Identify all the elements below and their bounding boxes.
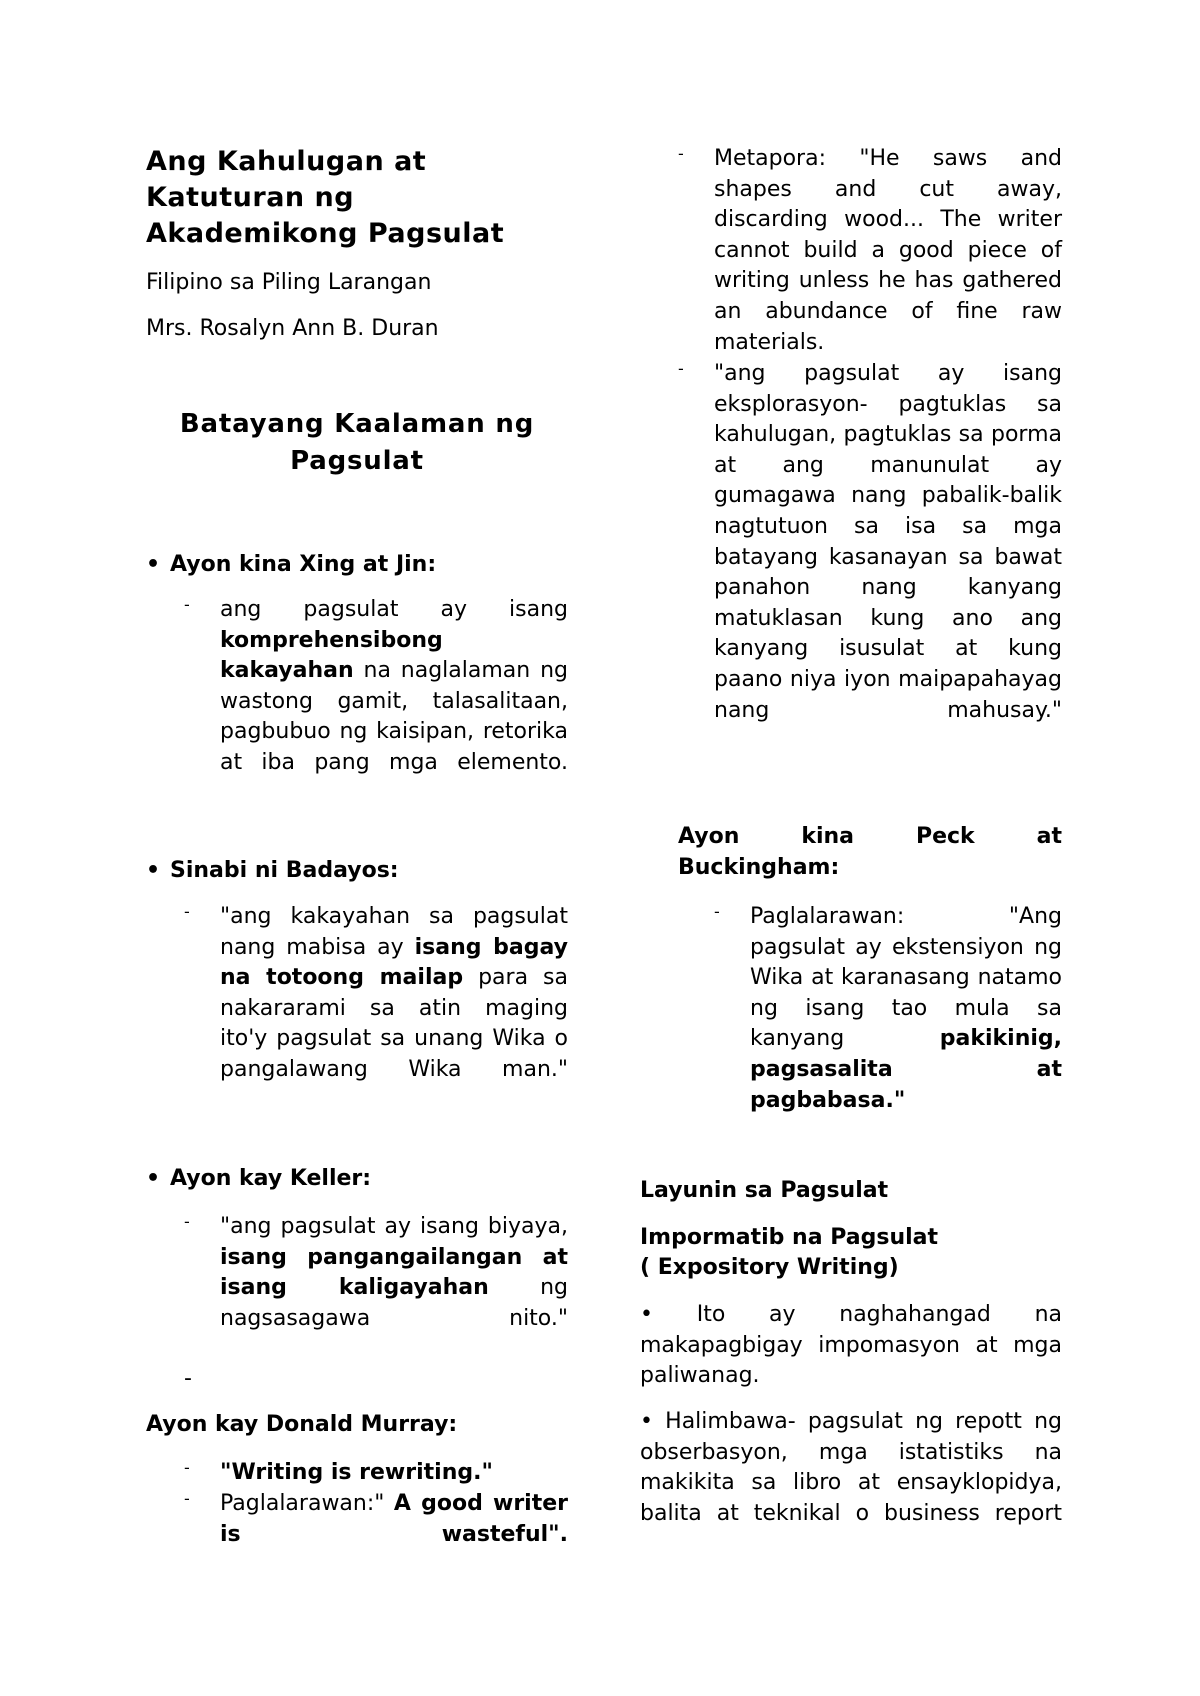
empty-dash: - bbox=[184, 1366, 192, 1391]
murray-item-2 bbox=[184, 1489, 568, 1581]
dash-icon: - bbox=[184, 595, 190, 614]
eksplorasyon-text: "ang pagsulat ay isang eksplorasyon- pagtuklas sa kahulugan, pagtuklas sa porma at ang manunulat ay gumagawa nang pabalik-balik nagtutuon sa isa sa mga batayang kasanayan sa bawat panahon nang kanyang matuklasan kung ano ang kanyang isusulat at kung paano niya iyon maipapahayag nang mahusay." bbox=[714, 361, 1062, 723]
keller-heading bbox=[146, 1164, 568, 1194]
xing-jin-item bbox=[184, 595, 568, 809]
layunin-heading: Layunin sa Pagsulat bbox=[640, 1178, 889, 1203]
subject-line: Filipino sa Piling Larangan bbox=[146, 270, 432, 295]
subheading-line: ( Expository Writing) bbox=[640, 1255, 899, 1280]
heading-text: Ayon kay Keller: bbox=[170, 1166, 372, 1191]
title-line: Akademikong Pagsulat bbox=[146, 218, 505, 249]
dash-icon: - bbox=[678, 144, 684, 163]
text-run: "ang pagsulat ay isang biyaya, bbox=[220, 1214, 568, 1239]
text-run: Paglalarawan: "Ang pagsulat ay ekstensiyon ng Wika at karanasang natamo ng isang tao mula sa kanyang bbox=[750, 904, 1062, 1052]
dash-icon: - bbox=[184, 902, 190, 921]
dash-icon: - bbox=[184, 1212, 190, 1231]
text-run: ang pagsulat ay isang bbox=[220, 597, 568, 622]
badayos-heading bbox=[146, 856, 568, 886]
title-line: Ang Kahulugan at bbox=[146, 146, 427, 177]
metapora-item bbox=[678, 144, 1062, 389]
bold-run: isang pangangailangan at isang kaligayahan bbox=[220, 1244, 568, 1301]
peck-heading: Ayon kina Peck at Buckingham: bbox=[678, 824, 1062, 880]
bullet-icon: • bbox=[146, 552, 161, 577]
dash-icon: - bbox=[184, 1458, 190, 1477]
dash-icon: - bbox=[714, 902, 720, 921]
peck-text bbox=[750, 902, 1062, 1147]
murray-description bbox=[220, 1489, 568, 1581]
document-title bbox=[146, 144, 568, 252]
heading-text: Sinabi ni Badayos: bbox=[170, 858, 399, 883]
keller-text bbox=[220, 1212, 568, 1365]
section-title-line: Pagsulat bbox=[290, 446, 424, 476]
text-run: na naglalaman ng wastong gamit, talasalitaan, pagbubuo ng kaisipan, retorika at iba pang mga elemento. bbox=[220, 658, 568, 775]
bold-run: pakikinig, pagsasalita at pagbabasa." bbox=[750, 1026, 1062, 1113]
impormatib-heading bbox=[640, 1223, 1062, 1283]
dash-icon: - bbox=[184, 1489, 190, 1508]
bold-run: komprehensibong kakayahan bbox=[220, 627, 443, 684]
teacher-line: Mrs. Rosalyn Ann B. Duran bbox=[146, 316, 439, 341]
section-title-line: Batayang Kaalaman ng bbox=[179, 409, 535, 439]
xing-jin-text bbox=[220, 595, 568, 809]
bullet-icon: • bbox=[146, 858, 161, 883]
dash-icon: - bbox=[678, 359, 684, 378]
murray-item-1 bbox=[184, 1458, 568, 1489]
section-title bbox=[146, 406, 568, 480]
layunin-paragraph-2: • Halimbawa- pagsulat ng repott ng obserbasyon, mga istatistiks na makikita sa libro at ensayklopidya, balita at teknikal o business report bbox=[640, 1409, 1062, 1526]
subheading-line: Impormatib na Pagsulat bbox=[640, 1225, 939, 1250]
heading-text: Ayon kina Xing at Jin: bbox=[170, 552, 437, 577]
murray-quote: "Writing is rewriting." bbox=[220, 1460, 493, 1485]
metapora-text: Metapora: "He saws and shapes and cut away, discarding wood... The writer cannot build a good piece of writing unless he has gathered an abundance of fine raw materials. bbox=[714, 146, 1062, 355]
layunin-paragraph-1: • Ito ay naghahangad na makapagbigay impomasyon at mga paliwanag. bbox=[640, 1302, 1062, 1389]
text-run: ng nagsasagawa nito." bbox=[220, 1275, 568, 1331]
badayos-text bbox=[220, 902, 568, 1116]
badayos-item bbox=[184, 902, 569, 1116]
bold-run: isang bagay na totoong mailap bbox=[220, 934, 569, 991]
title-line: Katuturan ng bbox=[146, 182, 355, 213]
xing-jin-heading bbox=[146, 550, 568, 580]
text-run: para sa nakararami sa atin maging ito'y pagsulat sa unang Wika o pangalawang Wika man." bbox=[220, 965, 568, 1082]
murray-heading: Ayon kay Donald Murray: bbox=[146, 1412, 458, 1437]
eksplorasyon-item bbox=[678, 359, 1062, 757]
keller-item bbox=[184, 1212, 568, 1365]
peck-item bbox=[714, 902, 1062, 1147]
text-run: Paglalarawan:" bbox=[220, 1491, 394, 1516]
bold-run: A good writer is wasteful". bbox=[220, 1491, 568, 1547]
text-run: "ang kakayahan sa pagsulat nang mabisa ay bbox=[220, 904, 568, 960]
bullet-icon: • bbox=[146, 1166, 161, 1191]
